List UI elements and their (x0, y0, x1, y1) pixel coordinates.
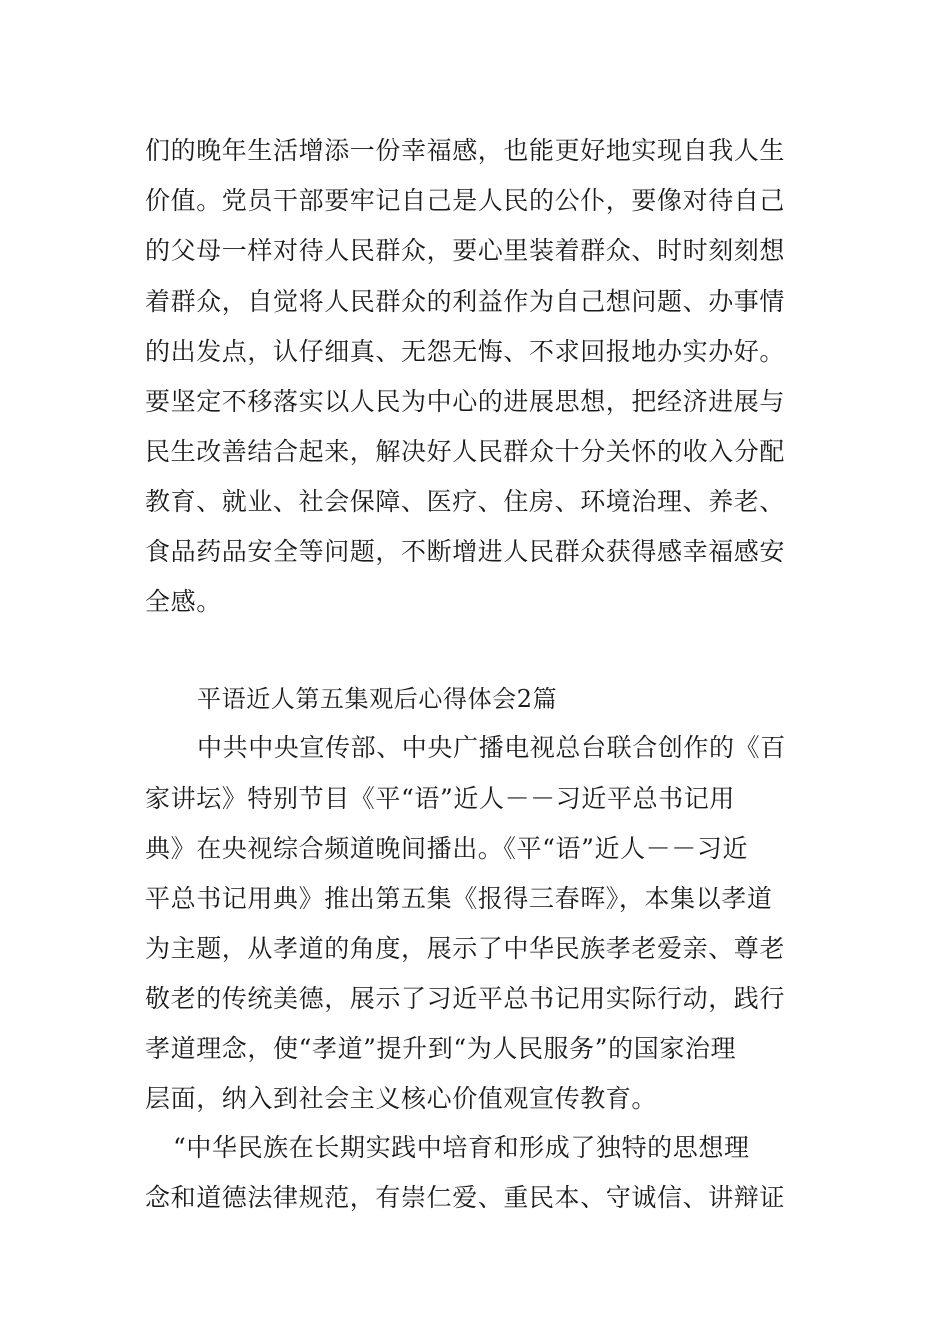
text-line: 食品药品安全等问题，不断增进人民群众获得感幸福感安 (145, 537, 786, 566)
text-line: 着群众，自觉将人民群众的利益作为自己想问题、办事情 (145, 287, 786, 316)
text-line: 的父母一样对待人民群众，要心里装着群众、时时刻刻想 (145, 236, 786, 265)
text-line: 家讲坛》特别节目《平“语”近人－－习近平总书记用 (145, 784, 735, 813)
text-line: 教育、就业、社会保障、医疗、住房、环境治理、养老、 (145, 487, 786, 516)
text-line: “中华民族在长期实践中培育和形成了独特的思想理 (173, 1133, 750, 1162)
text-line: 价值。党员干部要牢记自己是人民的公仆，要像对待自己 (145, 186, 786, 215)
text-line: 平总书记用典》推出第五集《报得三春晖》，本集以孝道 (145, 884, 773, 913)
text-line: 敬老的传统美德，展示了习近平总书记用实际行动，践行 (145, 984, 786, 1013)
text-line: 要坚定不移落实以人民为中心的进展思想，把经济进展与 (145, 387, 786, 416)
text-line: 念和道德法律规范，有崇仁爱、重民本、守诚信、讲辩证 (145, 1183, 786, 1212)
text-line: 典》在央视综合频道晚间播出。《平“语”近人－－习近 (145, 834, 749, 863)
text-line: 们的晚年生活增添一份幸福感，也能更好地实现自我人生 (145, 136, 786, 165)
text-line: 全感。 (145, 587, 222, 616)
text-line: 中共中央宣传部、中央广播电视总台联合创作的《百 (197, 733, 786, 762)
text-line: 的出发点，认仔细真、无怨无悔、不求回报地办实办好。 (145, 337, 786, 366)
text-line: 为主题，从孝道的角度，展示了中华民族孝老爱亲、尊老 (145, 934, 786, 963)
text-line: 层面，纳入到社会主义核心价值观宣传教育。 (145, 1084, 658, 1113)
text-line: 孝道理念，使“孝道”提升到“为人民服务”的国家治理 (145, 1034, 737, 1063)
text-line: 民生改善结合起来，解决好人民群众十分关怀的收入分配 (145, 437, 786, 466)
heading-text: 平语近人第五集观后心得体会2篇 (197, 685, 558, 713)
